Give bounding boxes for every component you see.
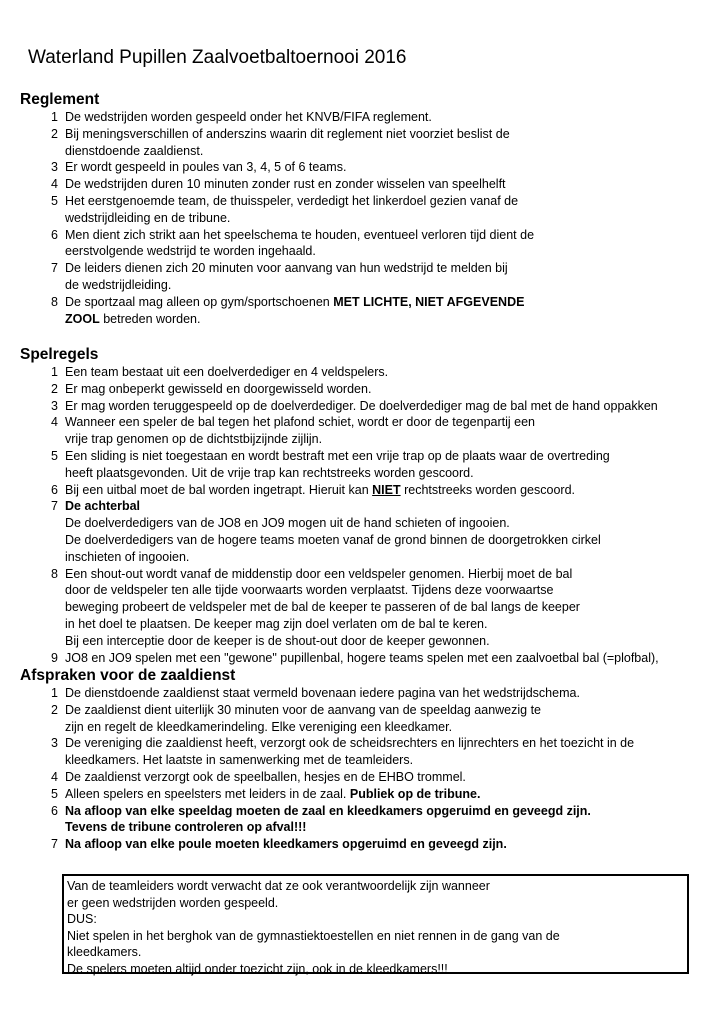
- item-number: 7: [51, 837, 58, 852]
- item-number: 5: [51, 448, 58, 463]
- item-text: [65, 126, 714, 160]
- list-item: [44, 159, 714, 176]
- notice-line: kleedkamers.: [67, 945, 142, 960]
- item-line: [65, 398, 714, 415]
- text-segment: De wedstrijden worden gespeeld onder het KNVB/FIFA reglement.: [65, 110, 432, 124]
- item-text: [65, 650, 714, 667]
- item-line: [65, 364, 714, 381]
- item-text: [65, 364, 714, 381]
- list-item: [44, 126, 714, 160]
- item-line: [65, 752, 714, 769]
- item-number: 3: [51, 160, 58, 175]
- item-line: [65, 735, 714, 752]
- item-number: 7: [51, 499, 58, 514]
- item-line: [65, 159, 714, 176]
- list-item: [44, 193, 714, 227]
- item-line: [65, 176, 714, 193]
- item-line: [65, 227, 714, 244]
- item-line: [65, 819, 714, 836]
- item-number: 6: [51, 227, 58, 242]
- item-line: [65, 803, 714, 820]
- item-text: [65, 260, 714, 294]
- item-text: [65, 566, 714, 650]
- item-line: [65, 685, 714, 702]
- list-item: [44, 414, 714, 448]
- item-text: [65, 803, 714, 837]
- item-line: [65, 260, 714, 277]
- item-number: 4: [51, 769, 58, 784]
- item-line: [65, 210, 714, 227]
- item-text: [65, 398, 714, 415]
- text-segment: MET LICHTE, NIET AFGEVENDE: [333, 294, 525, 309]
- item-number: 1: [51, 110, 58, 124]
- item-text: [65, 294, 714, 328]
- text-segment: De leiders dienen zich 20 minuten voor aanvang van hun wedstrijd te melden bij: [65, 261, 508, 276]
- item-line: [65, 277, 714, 294]
- item-text: [65, 482, 714, 499]
- text-segment: Het eerstgenoemde team, de thuisspeler, verdedigt het linkerdoel gezien vanaf de: [65, 193, 519, 208]
- text-segment: Bij een uitbal moet de bal worden ingetrapt. Hieruit kan: [65, 482, 373, 497]
- list-item: [44, 836, 714, 853]
- item-line: [65, 243, 714, 260]
- item-number: 8: [51, 566, 58, 581]
- list-item: [44, 227, 714, 261]
- item-text: [65, 702, 714, 736]
- text-segment: Er mag onbeperkt gewisseld en doorgewisseld worden.: [65, 381, 372, 396]
- text-segment: Bij meningsverschillen of anderszins waarin dit reglement niet voorziet beslist de: [65, 126, 510, 141]
- text-segment: De zaaldienst verzorgt ook de speelballen, hesjes en de EHBO trommel.: [65, 769, 466, 784]
- item-number: 4: [51, 415, 58, 430]
- spelregels-list: [44, 364, 714, 666]
- item-line: [65, 599, 714, 616]
- item-line: [65, 431, 714, 448]
- item-line: [65, 482, 714, 499]
- text-segment: Er mag worden teruggespeeld op de doelverdediger. De doelverdediger mag de bal met de hand oppakken: [65, 398, 658, 413]
- item-number: 9: [51, 650, 58, 665]
- text-segment: Een shout-out wordt vanaf de middenstip door een veldspeler genomen. Hierbij moet de bal: [65, 566, 573, 581]
- item-line: [65, 311, 714, 328]
- item-text: [65, 159, 714, 176]
- item-line: [65, 719, 714, 736]
- item-line: [65, 414, 714, 431]
- item-number: 6: [51, 803, 58, 818]
- text-segment: Alleen spelers en speelsters met leiders in de zaal.: [65, 786, 350, 801]
- item-text: [65, 381, 714, 398]
- text-segment: De doelverdedigers van de hogere teams moeten vanaf de grond binnen de doorgetrokken cirkel: [65, 532, 601, 547]
- text-segment: De wedstrijden duren 10 minuten zonder rust en zonder wisselen van speelhelft: [65, 177, 506, 192]
- text-segment: Wanneer een speler de bal tegen het plafond schiet, wordt er door de tegenpartij een: [65, 415, 535, 430]
- item-text: [65, 836, 714, 853]
- item-line: [65, 769, 714, 786]
- item-text: [65, 498, 714, 565]
- text-segment: dienstdoende zaaldienst.: [65, 143, 204, 158]
- item-text: [65, 109, 714, 126]
- zaaldienst-list: [44, 685, 714, 853]
- item-text: [65, 414, 714, 448]
- text-segment: wedstrijdleiding en de tribune.: [65, 210, 231, 225]
- list-item: [44, 803, 714, 837]
- text-segment: De achterbal: [65, 499, 141, 514]
- text-segment: Bij een interceptie door de keeper is de shout-out door de keeper gewonnen.: [65, 633, 490, 648]
- item-number: 5: [51, 193, 58, 208]
- list-item: [44, 566, 714, 650]
- text-segment: door de veldspeler ten alle tijde voorwaarts worden verplaatst. Tijdens deze voorwaartse: [65, 583, 554, 598]
- text-segment: De dienstdoende zaaldienst staat vermeld bovenaan iedere pagina van het wedstrijdschema.: [65, 686, 580, 700]
- text-segment: ZOOL: [65, 311, 100, 326]
- text-segment: Een sliding is niet toegestaan en wordt bestraft met een vrije trap op de plaats waar de overtreding: [65, 448, 610, 463]
- item-line: [65, 566, 714, 583]
- text-segment: in het doel te plaatsen. De keeper mag zijn doel verlaten om de bal te keren.: [65, 616, 488, 631]
- list-item: [44, 498, 714, 565]
- list-item: [44, 364, 714, 381]
- list-item: [44, 260, 714, 294]
- notice-line: De spelers moeten altijd onder toezicht zijn, ook in de kleedkamers!!!: [67, 961, 448, 976]
- list-item: [44, 398, 714, 415]
- item-line: [65, 126, 714, 143]
- item-number: 3: [51, 398, 58, 413]
- text-segment: kleedkamers. Het laatste in samenwerking met de teamleiders.: [65, 753, 414, 768]
- text-segment: De vereniging die zaaldienst heeft, verzorgt ook de scheidsrechters en lijnrechters en het toezicht in de: [65, 736, 635, 751]
- item-line: [65, 381, 714, 398]
- list-item: [44, 650, 714, 667]
- item-text: [65, 448, 714, 482]
- item-line: [65, 616, 714, 633]
- text-segment: Men dient zich strikt aan het speelschema te houden, eventueel verloren tijd dient de: [65, 227, 535, 242]
- text-segment: De doelverdedigers van de JO8 en JO9 mogen uit de hand schieten of ingooien.: [65, 516, 510, 531]
- item-line: [65, 650, 714, 667]
- item-number: 7: [51, 261, 58, 276]
- section-heading-zaaldienst: Afspraken voor de zaaldienst: [20, 667, 236, 684]
- text-segment: zijn en regelt de kleedkamerindeling. Elke vereniging een kleedkamer.: [65, 719, 453, 734]
- text-segment: inschieten of ingooien.: [65, 549, 190, 564]
- item-line: [65, 515, 714, 532]
- section-heading-spelregels: Spelregels: [20, 346, 99, 363]
- item-text: [65, 786, 714, 803]
- text-segment: betreden worden.: [99, 311, 201, 326]
- text-segment: vrije trap genomen op de dichtstbijzijnde zijlijn.: [65, 432, 323, 447]
- item-number: 1: [51, 686, 58, 700]
- item-line: [65, 143, 714, 160]
- text-segment: JO8 en JO9 spelen met een "gewone" pupillenbal, hogere teams spelen met een zaalvoetbal bal (=plofbal),: [65, 650, 659, 665]
- item-number: 3: [51, 736, 58, 751]
- text-segment: eerstvolgende wedstrijd te worden ingehaald.: [65, 244, 316, 259]
- item-line: [65, 294, 714, 311]
- text-segment: Tevens de tribune controleren op afval!!!: [65, 820, 307, 835]
- section-heading-reglement: Reglement: [20, 91, 100, 108]
- text-segment: heeft plaatsgevonden. Uit de vrije trap kan rechtstreeks worden gescoord.: [65, 465, 474, 480]
- item-number: 2: [51, 702, 58, 717]
- item-number: 6: [51, 482, 58, 497]
- text-segment: Na afloop van elke speeldag moeten de zaal en kleedkamers opgeruimd en geveegd zijn.: [65, 803, 591, 818]
- list-item: [44, 735, 714, 769]
- item-line: [65, 786, 714, 803]
- item-number: 2: [51, 126, 58, 141]
- item-line: [65, 549, 714, 566]
- item-number: 8: [51, 294, 58, 309]
- text-segment: beweging probeert de veldspeler met de bal de keeper te passeren of de bal langs de keeper: [65, 600, 580, 615]
- item-text: [65, 227, 714, 261]
- item-line: [65, 532, 714, 549]
- text-segment: De sportzaal mag alleen op gym/sportschoenen: [65, 294, 334, 309]
- item-line: [65, 109, 714, 126]
- text-segment: Publiek op de tribune.: [349, 786, 481, 801]
- list-item: [44, 448, 714, 482]
- item-text: [65, 735, 714, 769]
- item-line: [65, 448, 714, 465]
- list-item: [44, 769, 714, 786]
- text-segment: de wedstrijdleiding.: [65, 277, 172, 292]
- notice-line: Van de teamleiders wordt verwacht dat ze ook verantwoordelijk zijn wanneer: [67, 879, 490, 893]
- item-line: [65, 582, 714, 599]
- item-number: 1: [51, 365, 58, 379]
- text-segment: Een team bestaat uit een doelverdediger en 4 veldspelers.: [65, 365, 389, 379]
- item-line: [65, 193, 714, 210]
- text-segment: Er wordt gespeeld in poules van 3, 4, 5 of 6 teams.: [65, 160, 347, 175]
- item-text: [65, 685, 714, 702]
- item-text: [65, 769, 714, 786]
- text-segment: rechtstreeks worden gescoord.: [400, 482, 575, 497]
- item-line: [65, 465, 714, 482]
- list-item: [44, 109, 714, 126]
- item-line: [65, 702, 714, 719]
- notice-line: er geen wedstrijden worden gespeeld.: [67, 895, 279, 910]
- item-text: [65, 176, 714, 193]
- item-line: [65, 836, 714, 853]
- list-item: [44, 786, 714, 803]
- item-number: 2: [51, 381, 58, 396]
- list-item: [44, 702, 714, 736]
- text-segment: De zaaldienst dient uiterlijk 30 minuten voor de aanvang van de speeldag aanwezig te: [65, 702, 542, 717]
- item-text: [65, 193, 714, 227]
- list-item: [44, 482, 714, 499]
- list-item: [44, 294, 714, 328]
- item-line: [65, 498, 714, 515]
- text-segment: Na afloop van elke poule moeten kleedkamers opgeruimd en geveegd zijn.: [65, 837, 507, 852]
- notice-line: Niet spelen in het berghok van de gymnastiektoestellen en niet rennen in de gang van de: [67, 928, 560, 943]
- text-segment: NIET: [372, 482, 401, 497]
- notice-line: DUS:: [67, 912, 97, 927]
- item-line: [65, 633, 714, 650]
- reglement-list: [44, 109, 714, 327]
- list-item: [44, 176, 714, 193]
- list-item: [44, 381, 714, 398]
- item-number: 4: [51, 177, 58, 192]
- page-title: Waterland Pupillen Zaalvoetbaltoernooi 2016: [28, 47, 407, 68]
- list-item: [44, 685, 714, 702]
- notice-box: [62, 874, 689, 974]
- item-number: 5: [51, 786, 58, 801]
